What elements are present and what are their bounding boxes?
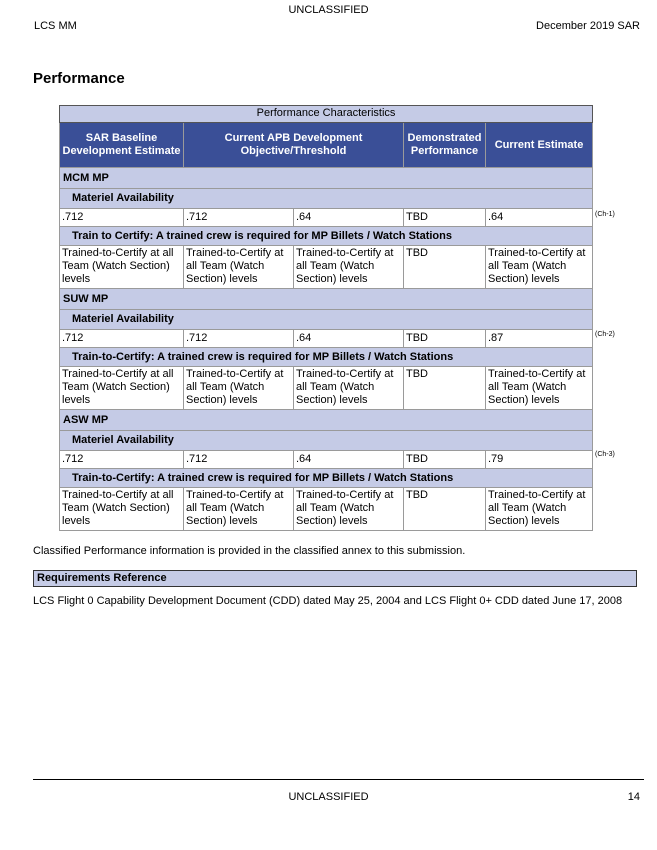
group-subheading: Materiel Availability [60, 431, 593, 451]
table-row [60, 330, 593, 348]
header-classification: UNCLASSIFIED [288, 4, 369, 16]
table-cell: TBD [404, 246, 486, 289]
column-header: Current Estimate [486, 123, 593, 168]
footer-classification: UNCLASSIFIED [288, 791, 369, 803]
group-subheading: Materiel Availability [60, 189, 593, 209]
page-number: 14 [627, 791, 640, 803]
table-cell: Trained-to-Certify at all Team (Watch Section) levels [486, 488, 593, 531]
column-header: Demonstrated Performance [404, 123, 486, 168]
requirements-text: LCS Flight 0 Capability Development Document (CDD) dated May 25, 2004 and LCS Flight 0+ CDD dated June 17, 2008 [33, 595, 623, 607]
table-cell: .64 [294, 451, 404, 469]
table-cell: Trained-to-Certify at all Team (Watch Section) levels [184, 367, 294, 410]
table-cell: TBD [404, 367, 486, 410]
table-cell: .64 [486, 209, 593, 227]
group-heading: MCM MP [60, 168, 593, 189]
table-cell: Trained-to-Certify at all Team (Watch Section) levels [60, 488, 184, 531]
table-row [60, 367, 593, 410]
table-cell: .712 [60, 451, 184, 469]
table-cell: .712 [184, 330, 294, 348]
performance-table [59, 105, 593, 531]
header-report: December 2019 SAR [536, 20, 640, 32]
table-cell: .64 [294, 209, 404, 227]
table-row [60, 209, 593, 227]
table-cell: TBD [404, 488, 486, 531]
table-row [60, 488, 593, 531]
table-cell: .64 [294, 330, 404, 348]
group-subheading: Materiel Availability [60, 310, 593, 330]
change-note: (Ch-1) [595, 211, 615, 218]
table-cell: Trained-to-Certify at all Team (Watch Section) levels [486, 246, 593, 289]
header-program: LCS MM [34, 20, 77, 32]
table-caption: Performance Characteristics [60, 106, 593, 123]
column-header: SAR Baseline Development Estimate [60, 123, 184, 168]
requirements-heading: Requirements Reference [33, 570, 637, 587]
table-cell: .712 [60, 330, 184, 348]
table-cell: TBD [404, 330, 486, 348]
table-cell: TBD [404, 451, 486, 469]
change-note: (Ch-3) [595, 451, 615, 458]
section-title: Performance [33, 70, 125, 87]
requirement-heading: Train-to-Certify: A trained crew is required for MP Billets / Watch Stations [60, 348, 593, 367]
table-cell: Trained-to-Certify at all Team (Watch Section) levels [294, 367, 404, 410]
table-cell: .712 [184, 209, 294, 227]
requirement-heading: Train to Certify: A trained crew is required for MP Billets / Watch Stations [60, 227, 593, 246]
table-cell: .712 [184, 451, 294, 469]
table-cell: Trained-to-Certify at all Team (Watch Section) levels [294, 488, 404, 531]
table-cell: Trained-to-Certify at all Team (Watch Section) levels [486, 367, 593, 410]
table-cell: Trained-to-Certify at all Team (Watch Section) levels [184, 246, 294, 289]
table-row [60, 451, 593, 469]
group-heading: ASW MP [60, 410, 593, 431]
table-cell: .79 [486, 451, 593, 469]
table-cell: TBD [404, 209, 486, 227]
requirement-heading: Train-to-Certify: A trained crew is required for MP Billets / Watch Stations [60, 469, 593, 488]
table-cell: Trained-to-Certify at all Team (Watch Section) levels [60, 367, 184, 410]
classified-note: Classified Performance information is provided in the classified annex to this submission. [33, 545, 466, 557]
table-cell: .87 [486, 330, 593, 348]
table-cell: Trained-to-Certify at all Team (Watch Section) levels [60, 246, 184, 289]
change-note: (Ch-2) [595, 331, 615, 338]
column-header: Current APB Development Objective/Threshold [184, 123, 404, 168]
table-cell: Trained-to-Certify at all Team (Watch Section) levels [294, 246, 404, 289]
group-heading: SUW MP [60, 289, 593, 310]
footer-divider [33, 779, 644, 780]
table-cell: .712 [60, 209, 184, 227]
table-cell: Trained-to-Certify at all Team (Watch Section) levels [184, 488, 294, 531]
table-row [60, 246, 593, 289]
